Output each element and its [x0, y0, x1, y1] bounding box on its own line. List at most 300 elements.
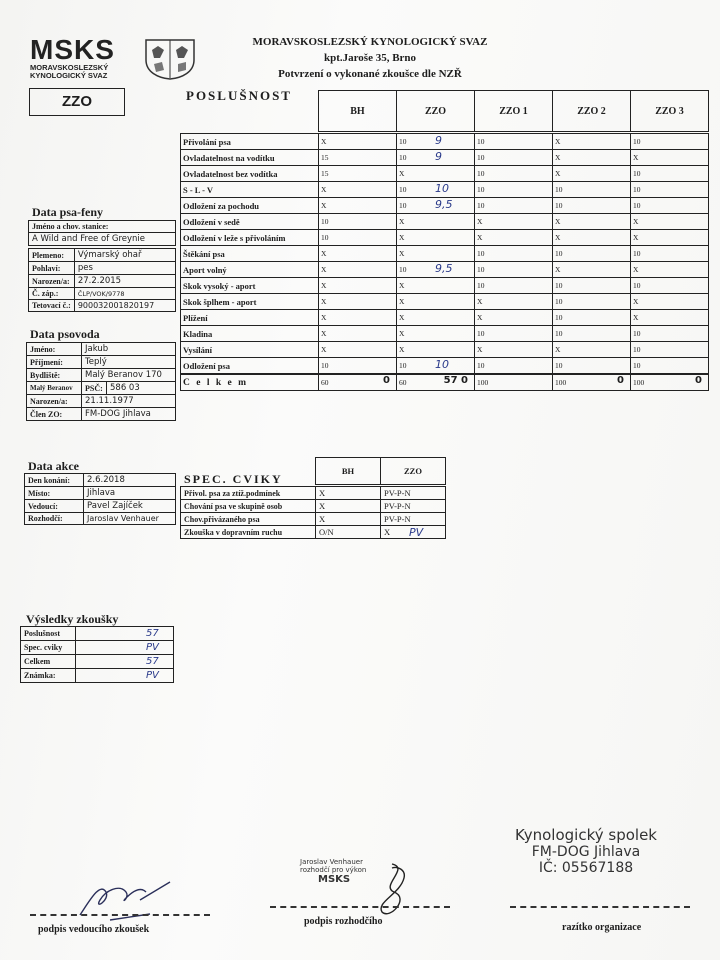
handler-born: 21.11.1977: [82, 395, 176, 408]
exercise-label: Odložení v sedě: [181, 214, 319, 230]
max-points: 10: [477, 281, 485, 290]
max-points: 10: [633, 281, 641, 290]
total-max: 100: [633, 378, 645, 387]
score-cell: [319, 310, 397, 326]
max-points: X: [477, 297, 483, 306]
score-cell: [475, 182, 553, 198]
score-cell: [553, 134, 631, 150]
score-cell: [631, 278, 709, 294]
dog-table: [28, 220, 176, 246]
psc-label: PSČ:: [82, 382, 107, 395]
exercise-label: Štěkání psa: [181, 246, 319, 262]
special-row: [181, 513, 446, 526]
max-points: X: [399, 281, 405, 290]
special-zzo: [381, 526, 446, 539]
score-cell: [319, 246, 397, 262]
max-points: 10: [633, 201, 641, 210]
total-cell: [631, 374, 709, 391]
special-label: Přivol. psa za ztíž.podmínek: [181, 487, 316, 500]
max-points: X: [321, 313, 327, 322]
max-points: 10: [399, 361, 407, 370]
score-cell: [553, 198, 631, 214]
score-cell: [553, 182, 631, 198]
max-points: 10: [555, 297, 563, 306]
event-place-label: Místo:: [25, 487, 84, 500]
handler-club: FM-DOG Jihlava: [82, 408, 176, 421]
score-cell: [319, 230, 397, 246]
score-cell: [475, 358, 553, 375]
total-max: 60: [399, 378, 407, 387]
score-cell: [319, 278, 397, 294]
judge-stamp-logo: MSKS: [318, 874, 351, 885]
score-cell: [553, 310, 631, 326]
max-points: 10: [477, 137, 485, 146]
max-points: 10: [555, 249, 563, 258]
max-points: 10: [633, 169, 641, 178]
score-cell: [553, 278, 631, 294]
total-awarded: 0: [617, 375, 624, 386]
max-points: X: [555, 345, 561, 354]
max-points: X: [555, 169, 561, 178]
special-label: Zkouška v dopravním ruchu: [181, 526, 316, 539]
max-points: X: [399, 329, 405, 338]
special-zzo-value: PV-P-N: [384, 514, 411, 524]
exercise-label: Ovladatelnost bez vodítka: [181, 166, 319, 182]
event-table: [24, 473, 176, 525]
score-cell: [397, 150, 475, 166]
max-points: X: [633, 313, 639, 322]
exercise-label: S - L - V: [181, 182, 319, 198]
exercise-label: Aport volný: [181, 262, 319, 278]
result-row: [21, 655, 174, 669]
obedience-header: [318, 90, 709, 132]
score-cell: [631, 262, 709, 278]
score-cell: [319, 358, 397, 375]
score-cell: [475, 230, 553, 246]
max-points: 10: [555, 201, 563, 210]
score-cell: [553, 342, 631, 358]
org-stamp-label: razítko organizace: [562, 922, 642, 933]
obedience-row: [181, 342, 709, 358]
max-points: 10: [555, 185, 563, 194]
awarded-points: 9,5: [435, 262, 453, 275]
result-row: [21, 669, 174, 683]
max-points: 10: [555, 329, 563, 338]
special-bh: O/N: [316, 526, 381, 539]
score-cell: [475, 262, 553, 278]
score-cell: [631, 214, 709, 230]
score-cell: [553, 294, 631, 310]
max-points: X: [399, 313, 405, 322]
score-cell: [475, 294, 553, 310]
max-points: X: [321, 185, 327, 194]
score-cell: [397, 342, 475, 358]
handler-city: Malý Beranov: [27, 382, 82, 395]
max-points: 10: [321, 217, 329, 226]
score-cell: [631, 326, 709, 342]
event-leader: Pavel Zajíček: [84, 500, 176, 513]
special-title: SPEC. CVIKY: [184, 472, 283, 486]
stud-value: ČLP/VOK/9778: [74, 288, 175, 300]
org-stamp-line1: Kynologický spolek: [515, 826, 657, 844]
dog-name-label: Jméno a chov. stanice:: [29, 221, 176, 233]
score-cell: [553, 262, 631, 278]
obedience-row: [181, 134, 709, 150]
result-label: Známka:: [21, 669, 76, 683]
score-cell: [319, 198, 397, 214]
max-points: 10: [633, 249, 641, 258]
score-cell: [319, 342, 397, 358]
score-cell: [631, 230, 709, 246]
special-row: [181, 500, 446, 513]
special-bh: X: [316, 513, 381, 526]
score-cell: [631, 134, 709, 150]
breed-label: Plemeno:: [29, 249, 75, 262]
result-value: PV: [76, 669, 174, 683]
result-label: Celkem: [21, 655, 76, 669]
total-awarded: 0: [695, 375, 702, 386]
score-cell: [397, 182, 475, 198]
score-cell: [475, 246, 553, 262]
special-zzo: [381, 487, 446, 500]
score-cell: [397, 166, 475, 182]
tattoo-value: 900032001820197: [74, 300, 175, 312]
max-points: X: [399, 217, 405, 226]
sex-label: Pohlaví:: [29, 262, 75, 275]
max-points: X: [321, 281, 327, 290]
max-points: X: [321, 265, 327, 274]
score-cell: [475, 310, 553, 326]
special-table: [180, 486, 446, 539]
score-cell: [319, 166, 397, 182]
obedience-row: [181, 246, 709, 262]
max-points: 10: [555, 281, 563, 290]
col-header: BH: [319, 91, 397, 132]
result-row: [21, 627, 174, 641]
score-cell: [319, 182, 397, 198]
signature-line-1: [30, 914, 210, 916]
score-cell: [631, 150, 709, 166]
sex-value: pes: [74, 262, 175, 275]
event-date: 2.6.2018: [84, 474, 176, 487]
score-cell: [397, 246, 475, 262]
score-cell: [553, 166, 631, 182]
special-row: [181, 526, 446, 539]
max-points: X: [633, 233, 639, 242]
max-points: 10: [477, 329, 485, 338]
org-stamp-line2: FM-DOG Jihlava: [531, 844, 641, 860]
special-zzo-value: PV-P-N: [384, 488, 411, 498]
event-leader-label: Vedoucí:: [25, 500, 84, 513]
score-cell: [553, 150, 631, 166]
leader-signature-label: podpis vedoucího zkoušek: [38, 924, 150, 935]
obedience-row: [181, 150, 709, 166]
event-judge: Jaroslav Venhauer: [84, 513, 176, 525]
max-points: 10: [477, 265, 485, 274]
score-cell: [631, 342, 709, 358]
max-points: X: [633, 297, 639, 306]
max-points: X: [477, 217, 483, 226]
max-points: 10: [477, 249, 485, 258]
dog-born-label: Narozen/a:: [29, 275, 75, 288]
obedience-row: [181, 294, 709, 310]
score-cell: [553, 214, 631, 230]
judge-signature-label: podpis rozhodčího: [304, 916, 383, 927]
max-points: X: [321, 137, 327, 146]
obedience-row: [181, 262, 709, 278]
score-cell: [319, 150, 397, 166]
max-points: X: [477, 345, 483, 354]
max-points: X: [633, 153, 639, 162]
max-points: 10: [399, 137, 407, 146]
obedience-title: POSLUŠNOST: [186, 88, 292, 103]
special-header: [315, 457, 446, 485]
handler-last: Teplý: [82, 356, 176, 369]
handler-first: Jakub: [82, 343, 176, 356]
special-row: [181, 487, 446, 500]
breed-value: Výmarský ohař: [74, 249, 175, 262]
handler-club-label: Člen ZO:: [27, 408, 82, 421]
score-cell: [475, 326, 553, 342]
score-cell: [475, 150, 553, 166]
score-cell: [475, 198, 553, 214]
max-points: X: [399, 169, 405, 178]
org-address: kpt.Jaroše 35, Brno: [323, 52, 417, 64]
handler-last-label: Příjmení:: [27, 356, 82, 369]
total-cell: [397, 374, 475, 391]
handler-section-title: Data psovoda: [30, 327, 100, 341]
score-cell: [553, 326, 631, 342]
tattoo-label: Tetovací č.:: [29, 300, 75, 312]
obedience-row: [181, 198, 709, 214]
logo-text: MSKS: [30, 34, 115, 65]
max-points: X: [321, 249, 327, 258]
score-cell: [397, 294, 475, 310]
total-cell: [553, 374, 631, 391]
total-row: [181, 374, 709, 391]
logo-sub1: MORAVSKOSLEZSKÝ: [30, 63, 109, 72]
max-points: 10: [477, 201, 485, 210]
judge-stamp-line2: rozhodčí pro výkon: [300, 866, 367, 874]
exercise-label: Odložení psa: [181, 358, 319, 375]
max-points: X: [633, 217, 639, 226]
psc-value: 586 03: [107, 382, 176, 395]
max-points: X: [399, 233, 405, 242]
exercise-label: Kladina: [181, 326, 319, 342]
col-header: ZZO 3: [631, 91, 709, 132]
obedience-row: [181, 166, 709, 182]
results-table: [20, 626, 174, 683]
exercise-label: Odložení za pochodu: [181, 198, 319, 214]
col-header: ZZO: [397, 91, 475, 132]
max-points: 10: [399, 153, 407, 162]
special-zzo-value: PV-P-N: [384, 501, 411, 511]
signature-line-2: [270, 906, 450, 908]
obedience-row: [181, 310, 709, 326]
max-points: X: [477, 313, 483, 322]
score-cell: [397, 230, 475, 246]
org-stamp-line3: IČ: 05567188: [538, 860, 634, 876]
score-cell: [553, 230, 631, 246]
exercise-label: Vysílání: [181, 342, 319, 358]
total-max: 60: [321, 378, 329, 387]
total-max: 100: [555, 378, 567, 387]
max-points: X: [321, 329, 327, 338]
col-header: ZZO 2: [553, 91, 631, 132]
score-cell: [631, 294, 709, 310]
max-points: 10: [477, 169, 485, 178]
max-points: X: [399, 345, 405, 354]
result-label: Spec. cviky: [21, 641, 76, 655]
score-cell: [319, 326, 397, 342]
max-points: X: [555, 233, 561, 242]
dog-details-table: [28, 248, 176, 312]
max-points: 10: [399, 265, 407, 274]
special-zzo: [381, 500, 446, 513]
score-cell: [319, 134, 397, 150]
max-points: X: [321, 297, 327, 306]
score-cell: [475, 134, 553, 150]
handler-first-label: Jméno:: [27, 343, 82, 356]
score-cell: [397, 198, 475, 214]
score-cell: [397, 326, 475, 342]
score-cell: [631, 198, 709, 214]
max-points: X: [399, 297, 405, 306]
eagle-shield-icon: [144, 38, 196, 80]
obedience-row: [181, 214, 709, 230]
total-awarded: 57 0: [443, 375, 468, 386]
max-points: 10: [555, 313, 563, 322]
event-place: Jihlava: [84, 487, 176, 500]
total-label: C e l k e m: [181, 374, 319, 391]
exercise-label: Ovladatelnost na vodítku: [181, 150, 319, 166]
result-value: 57: [76, 627, 174, 641]
special-zzo-value: X: [384, 527, 391, 537]
score-cell: [397, 278, 475, 294]
score-cell: [397, 310, 475, 326]
event-judge-label: Rozhodčí:: [25, 513, 84, 525]
score-cell: [397, 358, 475, 375]
score-cell: [631, 310, 709, 326]
event-section-title: Data akce: [28, 459, 79, 473]
event-date-label: Den konání:: [25, 474, 84, 487]
special-label: Chování psa ve skupině osob: [181, 500, 316, 513]
exercise-label: Odložení v leže s přivoláním: [181, 230, 319, 246]
max-points: X: [633, 265, 639, 274]
score-cell: [319, 214, 397, 230]
max-points: X: [477, 233, 483, 242]
awarded-points: 9: [435, 134, 442, 147]
document-subtitle: Potvrzení o vykonané zkoušce dle NZŘ: [278, 68, 462, 80]
special-zzo-pen: PV: [409, 526, 424, 539]
signature-line-3: [510, 906, 690, 908]
result-value: 57: [76, 655, 174, 669]
msks-logo: [30, 36, 198, 84]
total-cell: [319, 374, 397, 391]
max-points: 10: [321, 233, 329, 242]
max-points: 10: [477, 153, 485, 162]
awarded-points: 10: [435, 182, 449, 195]
total-awarded: 0: [383, 375, 390, 386]
score-cell: [631, 358, 709, 375]
score-cell: [631, 246, 709, 262]
org-name: MORAVSKOSLEZSKÝ KYNOLOGICKÝ SVAZ: [252, 36, 488, 48]
score-cell: [475, 342, 553, 358]
max-points: 15: [321, 153, 329, 162]
score-cell: [475, 166, 553, 182]
dog-section-title: Data psa-feny: [32, 205, 103, 219]
exam-code-box: ZZO: [29, 88, 125, 116]
handler-table: [26, 342, 176, 421]
special-bh: X: [316, 487, 381, 500]
max-points: 10: [477, 361, 485, 370]
obedience-row: [181, 230, 709, 246]
awarded-points: 10: [435, 358, 449, 371]
result-row: [21, 641, 174, 655]
exercise-label: Přivolání psa: [181, 134, 319, 150]
obedience-row: [181, 326, 709, 342]
max-points: X: [321, 345, 327, 354]
special-label: Chov.přivázaného psa: [181, 513, 316, 526]
max-points: 10: [555, 361, 563, 370]
exercise-label: Plížení: [181, 310, 319, 326]
max-points: 10: [633, 137, 641, 146]
judge-stamp-line1: Jaroslav Venhauer: [300, 858, 363, 866]
max-points: 10: [633, 329, 641, 338]
score-cell: [631, 166, 709, 182]
stud-label: Č. záp.:: [29, 288, 75, 300]
exercise-label: Skok šplhem - aport: [181, 294, 319, 310]
max-points: 10: [399, 201, 407, 210]
score-cell: [397, 134, 475, 150]
score-cell: [397, 214, 475, 230]
max-points: 10: [399, 185, 407, 194]
score-cell: [319, 262, 397, 278]
score-cell: [553, 246, 631, 262]
results-title: Výsledky zkoušky: [26, 612, 119, 626]
obedience-row: [181, 278, 709, 294]
organization-stamp: [500, 826, 672, 876]
handler-address-label: Bydliště:: [27, 369, 82, 382]
max-points: 10: [633, 345, 641, 354]
total-max: 100: [477, 378, 489, 387]
dog-born-value: 27.2.2015: [74, 275, 175, 288]
score-cell: [319, 294, 397, 310]
obedience-row: [181, 182, 709, 198]
score-cell: [397, 262, 475, 278]
total-cell: [475, 374, 553, 391]
max-points: 10: [633, 185, 641, 194]
max-points: X: [399, 249, 405, 258]
special-bh: X: [316, 500, 381, 513]
score-cell: [553, 358, 631, 375]
logo-sub2: KYNOLOGICKÝ SVAZ: [30, 71, 108, 80]
obedience-table: [180, 133, 709, 391]
max-points: X: [555, 217, 561, 226]
spec-col-bh: BH: [316, 458, 381, 485]
max-points: X: [555, 153, 561, 162]
special-zzo: [381, 513, 446, 526]
leader-signature: [70, 870, 180, 930]
score-cell: [631, 182, 709, 198]
spec-col-zzo: ZZO: [381, 458, 446, 485]
result-label: Poslušnost: [21, 627, 76, 641]
awarded-points: 9,5: [435, 198, 453, 211]
max-points: X: [555, 265, 561, 274]
awarded-points: 9: [435, 150, 442, 163]
handler-address: Malý Beranov 170: [82, 369, 176, 382]
handler-born-label: Narozen/a:: [27, 395, 82, 408]
